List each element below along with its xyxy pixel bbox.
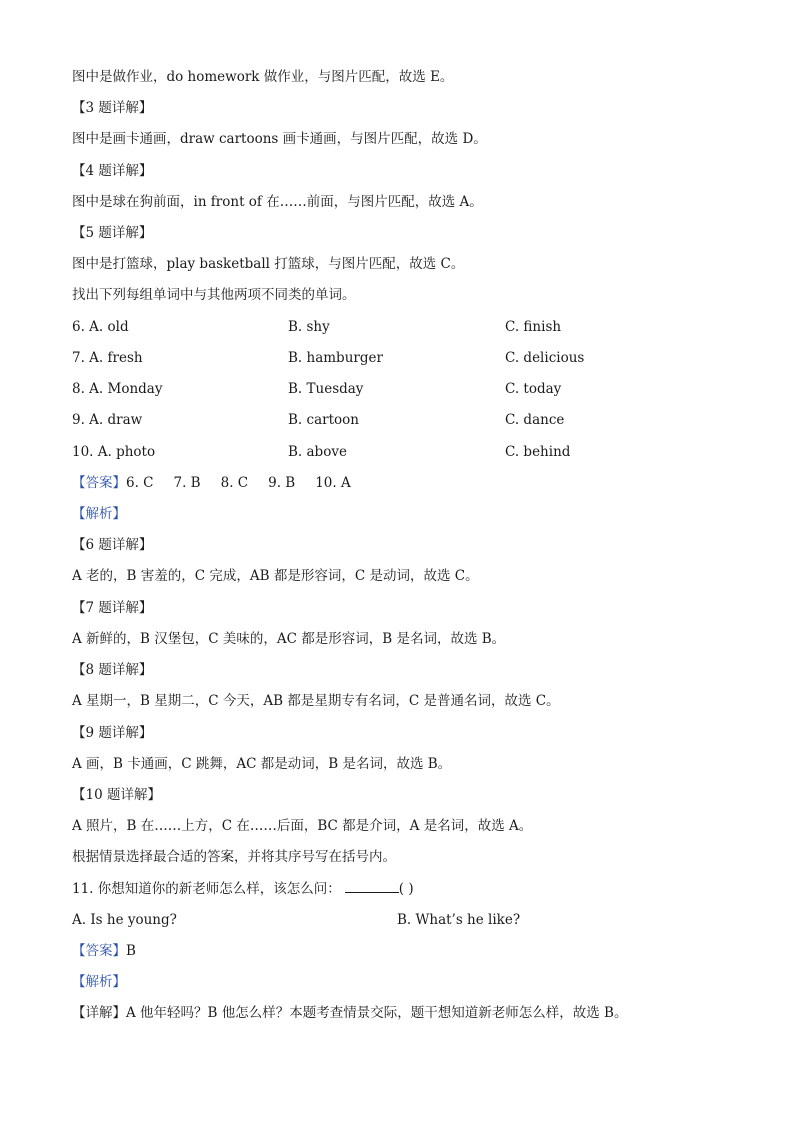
question-11-options	[72, 911, 722, 929]
option-a: 10. A. photo	[72, 444, 156, 460]
q3-explanation: 图中是画卡通画，draw cartoons 画卡通画，与图片匹配，故选 D。	[72, 131, 487, 147]
question-stem-text: 11. 你想知道你的新老师怎么样，该怎么问：	[72, 881, 341, 897]
q6-explanation: A 老的，B 害羞的，C 完成，AB 都是形容词，C 是动词，故选 C。	[72, 568, 479, 584]
question-8-options	[72, 380, 722, 398]
option-a: A. Is he young?	[72, 912, 177, 928]
answer-value: B	[126, 943, 136, 959]
q6-detail-heading: 【6 题详解】	[72, 537, 153, 553]
q2-explanation: 图中是做作业，do homework 做作业，与图片匹配，故选 E。	[72, 69, 454, 85]
q8-explanation: A 星期一，B 星期二，C 今天，AB 都是星期专有名词，C 是普通名词，故选 C。	[72, 693, 560, 709]
detail-label: 【详解】	[72, 1005, 126, 1021]
analysis-label: 【解析】	[72, 506, 126, 522]
option-b: B. above	[288, 444, 347, 460]
answer-item: 7. B	[173, 475, 201, 491]
answer-blank	[345, 880, 399, 893]
question-7-options	[72, 349, 722, 367]
answers-6-10	[72, 474, 371, 492]
answer-item: 10. A	[315, 475, 351, 491]
q5-detail-heading: 【5 题详解】	[72, 225, 153, 241]
q8-detail-heading: 【8 题详解】	[72, 662, 153, 678]
q11-analysis-label: 【解析】	[72, 974, 126, 990]
option-a: 7. A. fresh	[72, 350, 143, 366]
q10-explanation: A 照片，B 在……上方，C 在……后面，BC 都是介词，A 是名词，故选 A。	[72, 818, 533, 834]
q9-detail-heading: 【9 题详解】	[72, 725, 153, 741]
answer-item: 6. C	[126, 475, 154, 491]
option-b: B. hamburger	[288, 350, 383, 366]
q9-explanation: A 画，B 卡通画，C 跳舞，AC 都是动词，B 是名词，故选 B。	[72, 756, 452, 772]
q7-explanation: A 新鲜的，B 汉堡包，C 美味的，AC 都是形容词，B 是名词，故选 B。	[72, 631, 506, 647]
q10-detail-heading: 【10 题详解】	[72, 787, 161, 803]
answer-label: 【答案】	[72, 475, 126, 491]
option-b: B. What’s he like?	[397, 912, 521, 928]
answer-item: 9. B	[268, 475, 296, 491]
q11-detail	[72, 1004, 627, 1022]
detail-text: A 他年轻吗？B 他怎么样？本题考查情景交际，题干想知道新老师怎么样，故选 B。	[126, 1005, 628, 1021]
option-b: B. cartoon	[288, 412, 359, 428]
option-c: C. behind	[505, 444, 571, 460]
question-6-options	[72, 318, 722, 336]
q7-detail-heading: 【7 题详解】	[72, 600, 153, 616]
option-c: C. today	[505, 381, 562, 397]
answer-parentheses: ( )	[398, 881, 414, 897]
section-instruction-odd-one-out: 找出下列每组单词中与其他两项不同类的单词。	[72, 287, 356, 303]
option-c: C. delicious	[505, 350, 585, 366]
question-11-stem	[72, 880, 414, 898]
question-9-options	[72, 411, 722, 429]
q11-answer	[72, 942, 136, 960]
answer-item: 8. C	[220, 475, 249, 491]
option-a: 6. A. old	[72, 319, 129, 335]
option-b: B. shy	[288, 319, 330, 335]
option-b: B. Tuesday	[288, 381, 364, 397]
option-c: C. dance	[505, 412, 565, 428]
option-c: C. finish	[505, 319, 562, 335]
section-instruction-situational: 根据情景选择最合适的答案，并将其序号写在括号内。	[72, 849, 396, 865]
answer-label: 【答案】	[72, 943, 126, 959]
option-a: 9. A. draw	[72, 412, 143, 428]
question-10-options	[72, 443, 722, 461]
q3-detail-heading: 【3 题详解】	[72, 100, 153, 116]
q5-explanation: 图中是打篮球，play basketball 打篮球，与图片匹配，故选 C。	[72, 256, 465, 272]
q4-detail-heading: 【4 题详解】	[72, 163, 153, 179]
q4-explanation: 图中是球在狗前面，in front of 在……前面，与图片匹配，故选 A。	[72, 194, 483, 210]
option-a: 8. A. Monday	[72, 381, 163, 397]
